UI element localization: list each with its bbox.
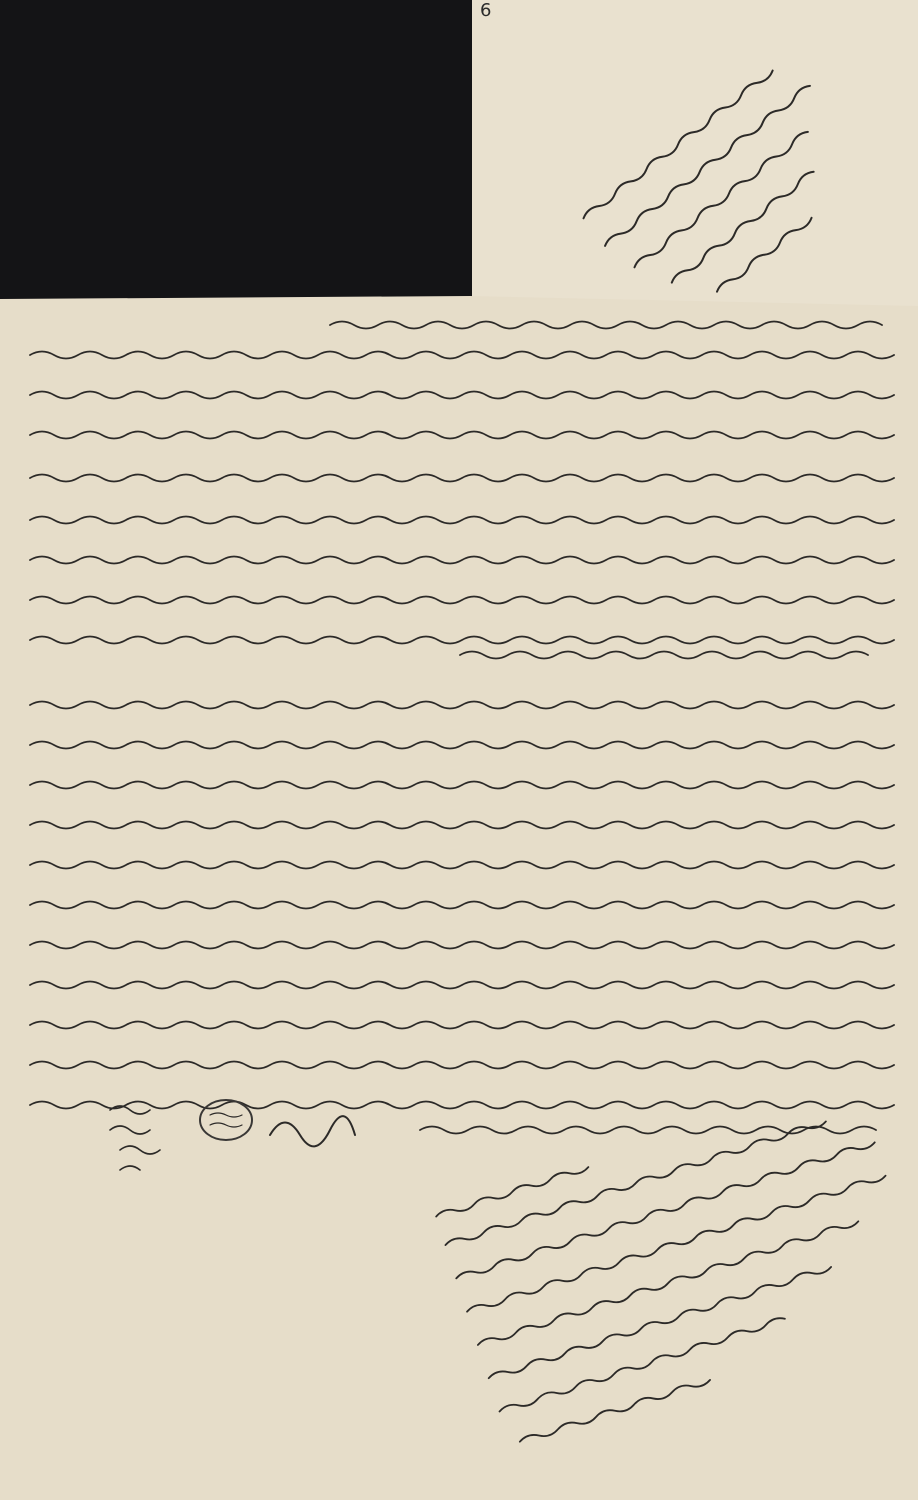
- marginal-annotation-top: [582, 56, 877, 331]
- signature-mark: [270, 1116, 355, 1146]
- main-text-body: [30, 322, 894, 1134]
- seal-stamp-oval: [200, 1100, 252, 1140]
- page-number: 6: [480, 0, 492, 21]
- seal-stamp-left: [110, 1106, 160, 1170]
